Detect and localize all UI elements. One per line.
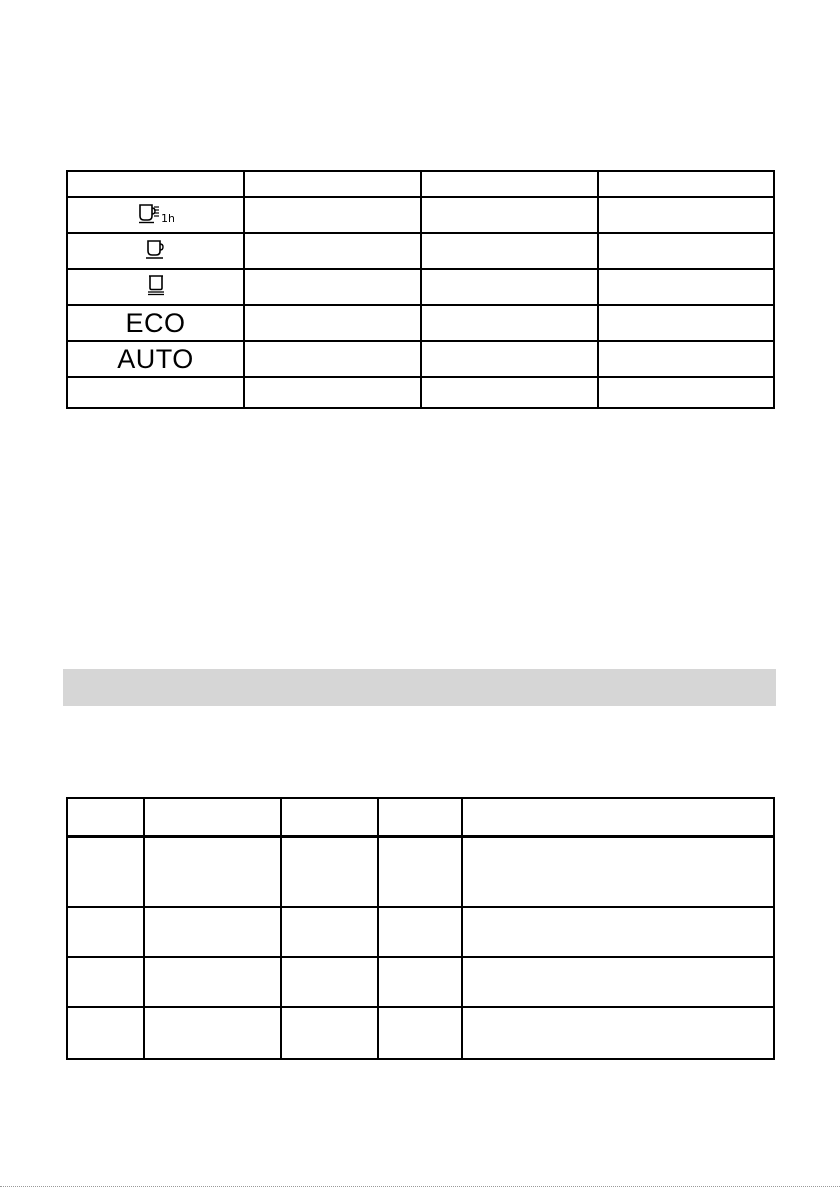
header-cell — [244, 171, 421, 197]
table-cell — [421, 197, 598, 233]
table-cell — [244, 341, 421, 377]
table-row — [67, 957, 774, 1007]
header-cell — [144, 798, 281, 837]
table-row — [67, 233, 774, 269]
table-row — [67, 377, 774, 408]
table-cell — [144, 837, 281, 908]
table-cell — [67, 377, 244, 408]
table-header-row — [67, 798, 774, 837]
table-cell — [67, 837, 144, 908]
table-cell — [598, 377, 774, 408]
programme-icon-cell — [67, 305, 244, 341]
table-cell — [378, 907, 462, 957]
eco-icon: ECO — [125, 307, 186, 338]
table-cell — [144, 957, 281, 1007]
data-table — [66, 797, 775, 1060]
pot-icon — [146, 274, 166, 301]
table-cell — [378, 837, 462, 908]
header-cell — [281, 798, 378, 837]
programme-icon-cell — [67, 269, 244, 305]
quick-1h-label: 1h — [160, 211, 174, 224]
table-cell — [421, 233, 598, 269]
table-cell — [462, 1007, 774, 1059]
quick-1h-icon — [138, 202, 174, 229]
table-cell — [598, 269, 774, 305]
table-cell — [378, 957, 462, 1007]
table-cell — [244, 377, 421, 408]
table-row — [67, 197, 774, 233]
table-cell — [421, 269, 598, 305]
header-cell — [421, 171, 598, 197]
header-cell — [462, 798, 774, 837]
table-cell — [144, 1007, 281, 1059]
cup-icon — [145, 238, 167, 265]
auto-icon: AUTO — [117, 343, 194, 374]
table-cell — [244, 305, 421, 341]
table-row — [67, 305, 774, 341]
table-row — [67, 907, 774, 957]
table-cell — [462, 907, 774, 957]
table-cell — [598, 233, 774, 269]
header-cell — [378, 798, 462, 837]
table-row — [67, 837, 774, 908]
table-cell — [67, 957, 144, 1007]
table-cell — [67, 1007, 144, 1059]
table-row — [67, 341, 774, 377]
table-cell — [281, 1007, 378, 1059]
table-cell — [67, 907, 144, 957]
table-cell — [281, 837, 378, 908]
programme-icon-cell — [67, 197, 244, 233]
table-cell — [421, 305, 598, 341]
table-cell — [244, 197, 421, 233]
table-cell — [462, 957, 774, 1007]
programme-table — [66, 170, 775, 409]
table-cell — [144, 907, 281, 957]
table-cell — [421, 341, 598, 377]
table-header-row — [67, 171, 774, 197]
table-cell — [462, 837, 774, 908]
table-cell — [281, 907, 378, 957]
table-cell — [598, 305, 774, 341]
table-cell — [244, 269, 421, 305]
table-row — [67, 1007, 774, 1059]
table-cell — [244, 233, 421, 269]
header-cell — [598, 171, 774, 197]
section-heading-bar — [63, 669, 776, 706]
programme-icon-cell — [67, 233, 244, 269]
table-row — [67, 269, 774, 305]
table-cell — [598, 341, 774, 377]
header-cell — [67, 171, 244, 197]
table-cell — [421, 377, 598, 408]
table-cell — [378, 1007, 462, 1059]
programme-icon-cell — [67, 341, 244, 377]
page-bottom-rule — [0, 1186, 840, 1187]
table-cell — [598, 197, 774, 233]
table-cell — [281, 957, 378, 1007]
header-cell — [67, 798, 144, 837]
